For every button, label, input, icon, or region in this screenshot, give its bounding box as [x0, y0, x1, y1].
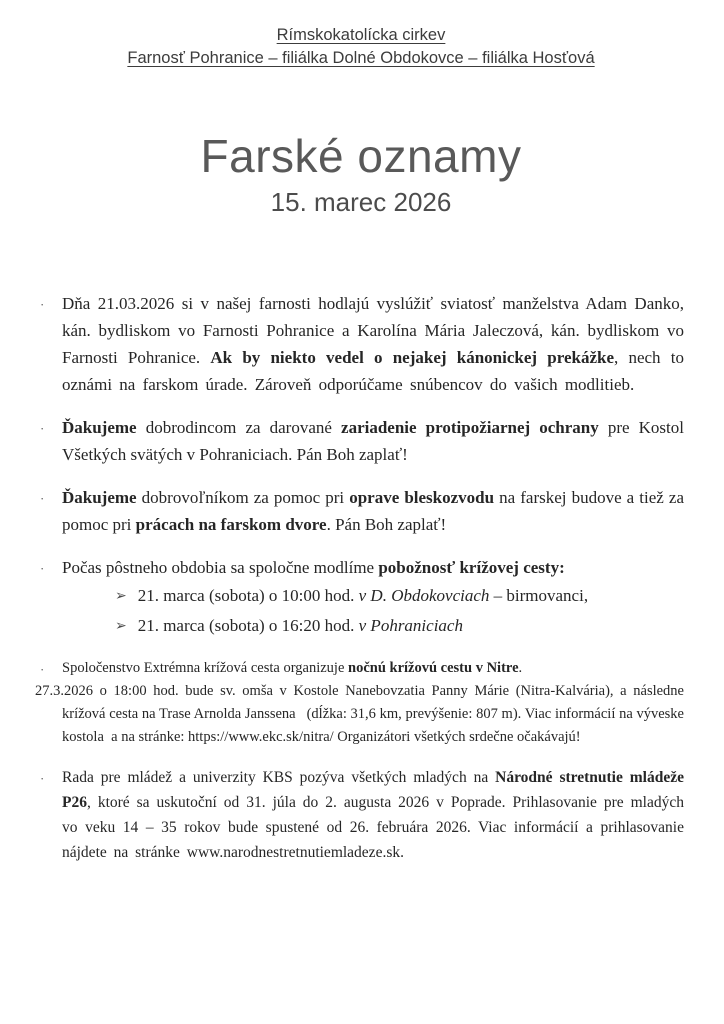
bold-text: prácach na farskom dvore [135, 515, 327, 535]
plain-text: – birmovanci, [489, 586, 589, 606]
plain-text: 21. marca (sobota) o 16:20 hod. [137, 616, 359, 636]
announcement-text [62, 484, 684, 538]
plain-text: Počas pôstneho obdobia sa spoločne modlíme [62, 558, 379, 578]
announcement-item [38, 414, 684, 468]
page-title: Farské oznamy [200, 130, 522, 182]
bullet-icon: · [40, 561, 45, 577]
plain-text: dobrovoľníkom za pomoc pri [136, 488, 350, 508]
bold-text: Národné stretnutie mládeže P26 [62, 769, 684, 812]
announcement-text [62, 290, 684, 398]
subitem-text [138, 586, 588, 605]
plain-text: . Pán Boh zaplať! [326, 515, 447, 535]
announcement-item [35, 657, 684, 749]
arrow-bullet-icon: ➢ [115, 589, 127, 605]
plain-text: , ktoré sa uskutoční od 31. júla do 2. augusta 2026 v Poprade. Prihlasovanie pre mladých vo veku 14 – 35 rokov bude spustené od 26. februára 2026. Viac informácií a prihlasovanie nájdete na stránke www.narodnestretnutiemladeze.sk. [62, 794, 684, 862]
italic-text: v D. Obdokovciach [358, 586, 490, 606]
bold-text: Ak by niekto vedel o nejakej kánonickej prekážke [210, 348, 614, 368]
plain-text: , nech to oznámi na farskom úrade. Zároveň odporúčame snúbencov do vašich modlitieb. [62, 348, 684, 395]
announcements-list [35, 290, 684, 865]
letterhead [38, 24, 684, 70]
bullet-icon: · [40, 771, 45, 787]
plain-text: Spoločenstvo Extrémna krížová cesta organizuje [62, 660, 349, 677]
announcement-item [38, 765, 684, 865]
arrow-bullet-icon: ➢ [115, 619, 127, 635]
bold-text: Ďakujeme [62, 488, 137, 508]
church-name [38, 24, 684, 47]
announcement-text [62, 414, 684, 468]
bullet-icon: · [40, 491, 45, 507]
plain-text: dobrodincom za darované [136, 418, 342, 438]
bullet-icon: · [40, 421, 45, 437]
schedule-subitem [62, 582, 684, 611]
announcement-text [62, 554, 684, 581]
plain-text: pre Kostol Všetkých svätých v Pohraniciach. Pán Boh zaplať! [62, 418, 684, 465]
parish-name [38, 47, 684, 70]
bold-text: zariadenie protipožiarnej ochrany [341, 418, 599, 438]
announcement-item [38, 484, 684, 538]
parish-name-text: Farnosť Pohranice – filiálka Dolné Obdokovce – filiálka Hosťová [127, 49, 595, 67]
plain-text: na farskej budove a tiež za pomoc pri [62, 488, 684, 535]
plain-text: Rada pre mládež a univerzity KBS pozýva všetkých mladých na [62, 769, 496, 787]
schedule-subitem [62, 612, 684, 641]
announcement-text [62, 765, 684, 865]
date-subtitle: 15. marec 2026 [270, 186, 452, 217]
bold-text: pobožnosť krížovej cesty: [378, 558, 565, 578]
italic-text: v Pohraniciach [358, 616, 463, 636]
announcement-item [38, 554, 684, 641]
bullet-icon: · [40, 662, 45, 678]
bold-text: oprave bleskozvodu [349, 488, 495, 508]
announcement-item [38, 290, 684, 398]
plain-text: Dňa 21.03.2026 si v našej farnosti hodlajú vyslúžiť sviatosť manželstva Adam Danko, kán. bydliskom vo Farnosti Pohranice a Karolína Mária Jaleczová, kán. bydliskom vo Farnosti Pohranice. [62, 294, 684, 368]
bold-text: Ďakujeme [62, 418, 137, 438]
subitem-text [138, 616, 463, 635]
plain-text: 27.3.2026 o 18:00 hod. bude sv. omša v Kostole Nanebovzatia Panny Márie (Nitra-Kalvária), a následne krížová cesta na Trase Arnolda Janssena (dĺžka: 31,6 km, prevýšenie: 807 m). Viac informácií na výveske kostola a na stránke: https://www.ekc.sk/nitra/ Organizátori všetkých srdečne očakávajú! [35, 683, 684, 746]
church-name-text: Rímskokatolícka cirkev [276, 26, 446, 44]
bold-text: nočnú krížovú cestu v Nitre [348, 660, 519, 677]
plain-text: 21. marca (sobota) o 10:00 hod. [137, 586, 359, 606]
bullet-icon: · [40, 297, 45, 313]
continuation-text [35, 680, 684, 749]
plain-text: . [518, 660, 523, 677]
announcement-text [62, 657, 684, 680]
